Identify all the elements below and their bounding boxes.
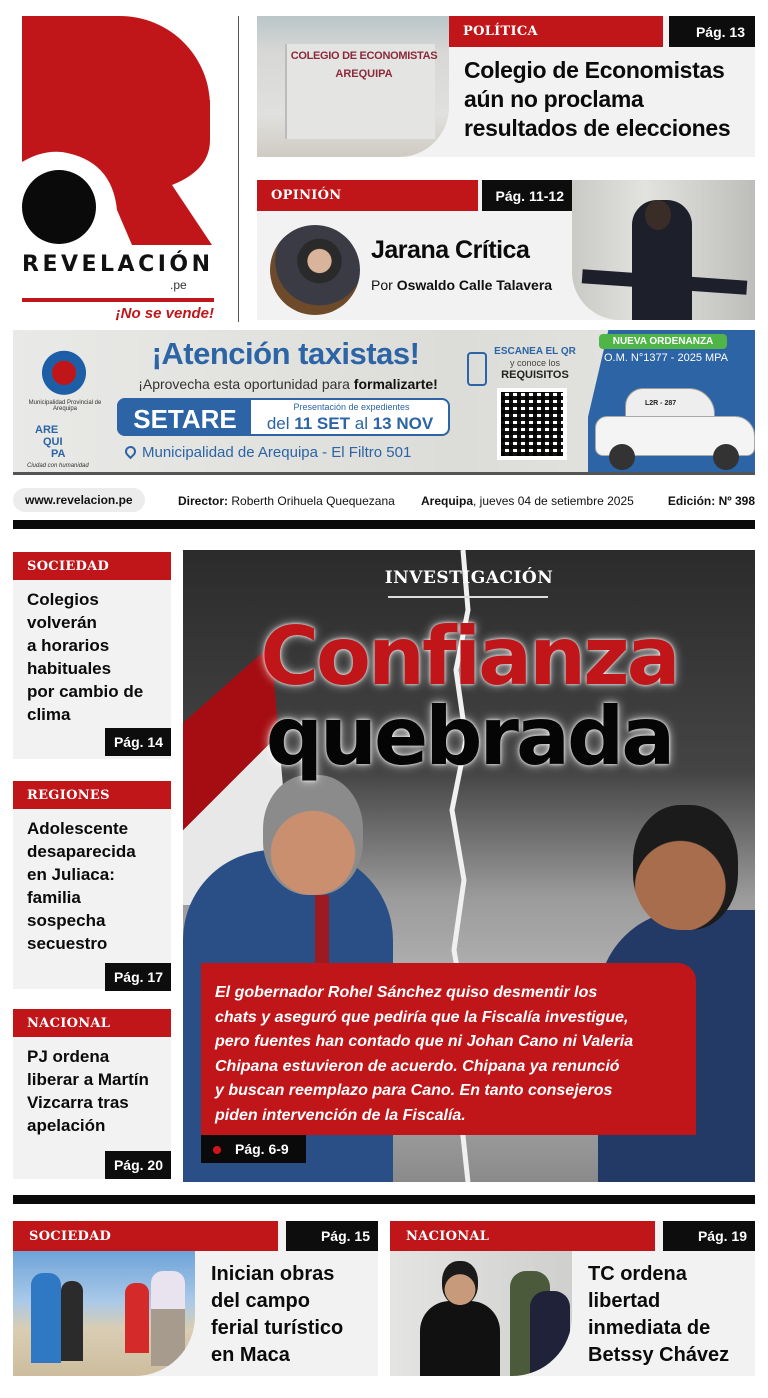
- city-slogan: Ciudad con humanidad: [27, 463, 89, 469]
- story-photo: [572, 180, 755, 320]
- setare-pill: [117, 398, 450, 436]
- headline-line: Vizcarra tras: [27, 1093, 129, 1112]
- bullet-dot-icon: [213, 1146, 221, 1154]
- headline-line: habituales: [27, 659, 112, 678]
- headline-line: aún no proclama: [464, 86, 644, 112]
- headline-line: clima: [27, 705, 71, 724]
- edition-number: [668, 494, 755, 508]
- qr-pattern: [501, 392, 563, 456]
- photo-sign-text: COLEGIO DE ECONOMISTAS: [290, 50, 438, 62]
- story-headline: [13, 1037, 171, 1137]
- story-photo: [257, 16, 449, 157]
- bottom-story-nacional[interactable]: [390, 1221, 755, 1376]
- photo-person: [125, 1283, 149, 1353]
- page-ref: Pág. 11-12: [495, 188, 564, 204]
- photo-person: [61, 1281, 83, 1361]
- top-story-politica[interactable]: [257, 16, 755, 157]
- ad-banner-taxistas[interactable]: [13, 330, 755, 475]
- section-label: POLÍTICA: [463, 24, 538, 39]
- headline-line: Colegios: [27, 590, 99, 609]
- main-story[interactable]: [183, 550, 755, 1182]
- headline-line: del campo: [211, 1290, 310, 1312]
- location-pin-icon: [123, 444, 139, 460]
- headline-line: secuestro: [27, 934, 108, 953]
- headline-line: resultados de elecciones: [464, 115, 731, 141]
- ordinance-number: O.M. N°1377 - 2025 MPA: [603, 352, 729, 364]
- photo-person-head: [442, 1261, 478, 1305]
- city-logo-line: ARE: [35, 424, 59, 436]
- page-ref: Pág. 19: [663, 1221, 755, 1251]
- logo-tagline: ¡No se vende!: [115, 305, 214, 322]
- qr-code-icon[interactable]: [497, 388, 567, 460]
- headline-line: libertad: [588, 1290, 661, 1312]
- author-avatar: [270, 225, 360, 315]
- date-end: 13 NOV: [372, 414, 434, 433]
- main-story-section-rule: [388, 596, 548, 598]
- logo-wordmark: REVELACIÓN: [22, 252, 214, 277]
- section-label: SOCIEDAD: [29, 1229, 112, 1244]
- headline-line: Inician obras: [211, 1263, 335, 1285]
- summary-line: chats y aseguró que pediría que la Fiscalía investigue,: [215, 1008, 629, 1026]
- muni-coat-of-arms-icon: [39, 342, 89, 398]
- city-logo-line: PA: [51, 448, 66, 460]
- ad-sub-text: ¡Aprovecha esta oportunidad para: [138, 376, 354, 392]
- dateline: [421, 494, 634, 508]
- edition-value: Nº 398: [718, 494, 755, 508]
- main-headline-line-2: quebrada: [265, 690, 673, 783]
- photo-speaker-head: [645, 200, 671, 230]
- page-ref: Pág. 17: [105, 963, 171, 991]
- summary-line: y buscan reemplazo para Cano. En tanto consejeros: [215, 1082, 613, 1099]
- dates-prefix: del: [266, 414, 290, 433]
- photo-person: [530, 1291, 570, 1376]
- column-title: Jarana Crítica: [371, 236, 530, 264]
- page-ref: Pág. 20: [105, 1151, 171, 1179]
- taxi-car-icon: [595, 388, 755, 468]
- page-ref: Pág. 13: [695, 24, 745, 40]
- section-label-bar: [390, 1221, 655, 1251]
- edition-info-bar: [13, 486, 755, 516]
- column-byline: [371, 277, 552, 293]
- story-headline: [588, 1261, 758, 1369]
- photo-sign-text: AREQUIPA: [335, 68, 393, 80]
- byline-author: Oswaldo Calle Talavera: [396, 277, 553, 293]
- headline-line: a horarios: [27, 636, 110, 655]
- section-label-bar: [13, 1009, 171, 1037]
- muni-label: Municipalidad Provincial de Arequipa: [28, 400, 102, 412]
- city-logo-line: QUI: [43, 436, 63, 448]
- headline-line: Betssy Chávez: [588, 1344, 730, 1366]
- phone-scan-icon: [467, 352, 487, 386]
- headline-line: volverán: [27, 613, 97, 632]
- summary-line: piden intervención de la Fiscalía.: [215, 1106, 466, 1124]
- headline-line: Colegio de Economistas: [464, 57, 725, 83]
- side-story-nacional[interactable]: [13, 1009, 171, 1179]
- headline-line: por cambio de: [27, 682, 144, 701]
- side-story-sociedad[interactable]: [13, 552, 171, 759]
- section-label: OPINIÓN: [271, 188, 342, 203]
- website-link[interactable]: www.revelacion.pe: [13, 488, 145, 512]
- summary-line: El gobernador Rohel Sánchez quiso desmentir los: [215, 984, 598, 1001]
- bottom-story-sociedad[interactable]: [13, 1221, 378, 1376]
- story-headline: [211, 1261, 381, 1369]
- headline-line: familia: [27, 888, 81, 907]
- setare-label: SETARE: [133, 404, 237, 434]
- summary-line: Chipana estuvieron de acuerdo. Chipana ya renunció: [215, 1057, 620, 1075]
- dateline-city: Arequipa: [421, 494, 474, 508]
- page-ref: Pág. 14: [105, 728, 171, 756]
- byline-prefix: Por: [371, 277, 393, 293]
- qr-line-3: REQUISITOS: [501, 369, 569, 381]
- ad-headline: ¡Atención taxistas!: [151, 336, 420, 371]
- date-start: 11 SET: [294, 414, 350, 433]
- section-label-bar: [257, 180, 478, 211]
- section-divider: [13, 520, 755, 529]
- section-label: NACIONAL: [27, 1016, 111, 1031]
- section-label-bar: [13, 781, 171, 809]
- headline-line: PJ ordena: [27, 1047, 110, 1066]
- photo-person: [420, 1301, 500, 1376]
- location-text: Municipalidad de Arequipa - El Filtro 501: [142, 444, 412, 461]
- headline-line: TC ordena: [588, 1263, 687, 1285]
- edition-label: Edición:: [667, 494, 716, 508]
- car-plate: L2R - 287: [645, 400, 677, 407]
- headline-line: en Maca: [211, 1344, 290, 1366]
- director-name: Roberth Orihuela Quequezana: [231, 494, 395, 508]
- story-headline[interactable]: [464, 56, 754, 143]
- main-story-summary: [201, 963, 696, 1135]
- masthead-logo[interactable]: [0, 0, 236, 326]
- qr-line-1: ESCANEA EL QR: [494, 346, 576, 357]
- photo-person-left-head: [263, 775, 363, 895]
- director-label: Director:: [178, 494, 229, 508]
- headline-line: desaparecida: [27, 842, 136, 861]
- ad-subheadline: [118, 376, 458, 392]
- main-story-section: INVESTIGACIÓN: [384, 568, 554, 588]
- summary-line: pero fuentes han contado que ni Johan Cano ni Valeria: [215, 1033, 634, 1050]
- section-label: SOCIEDAD: [27, 559, 110, 574]
- page-ref-box: [669, 16, 755, 47]
- photo-person: [31, 1273, 61, 1363]
- ad-location: [125, 444, 411, 461]
- headline-line: en Juliaca:: [27, 865, 115, 884]
- city-logo: [35, 424, 65, 460]
- director-credit: [178, 494, 395, 508]
- headline-line: inmediata de: [588, 1317, 711, 1339]
- section-divider: [13, 1195, 755, 1204]
- qr-line-2: y conoce los: [509, 358, 561, 368]
- main-story-page-ref: Pág. 6-9: [201, 1135, 306, 1163]
- page-ref-box: [482, 180, 572, 211]
- section-label: REGIONES: [27, 788, 110, 803]
- dates-label: Presentación de expedientes: [293, 402, 410, 412]
- headline-line: liberar a Martín: [27, 1070, 149, 1089]
- headline-line: ferial turístico: [211, 1317, 344, 1339]
- story-headline: [13, 809, 171, 955]
- story-headline: [13, 580, 171, 726]
- car-wheel: [713, 444, 739, 470]
- section-label-bar: [13, 1221, 278, 1251]
- logo-black-dot-icon: [22, 170, 96, 244]
- dates-range: [255, 414, 445, 434]
- headline-line: sospecha: [27, 911, 106, 930]
- logo-domain-suffix: .pe: [170, 278, 187, 292]
- section-label-bar: [13, 552, 171, 580]
- dates-mid: al: [354, 414, 368, 433]
- car-wheel: [609, 444, 635, 470]
- section-label: NACIONAL: [406, 1229, 490, 1244]
- masthead-divider: [238, 16, 239, 322]
- story-photo: [13, 1251, 195, 1376]
- top-story-opinion[interactable]: [257, 180, 755, 320]
- main-headline-line-1: Confianza: [260, 610, 678, 703]
- story-photo: [390, 1251, 572, 1376]
- headline-line: apelación: [27, 1116, 106, 1135]
- photo-person-right-head: [633, 805, 738, 930]
- logo-red-rule: [22, 298, 214, 302]
- section-label-bar: [449, 16, 663, 47]
- ordinance-badge: NUEVA ORDENANZA: [599, 334, 727, 349]
- dateline-date: , jueves 04 de setiembre 2025: [473, 494, 634, 508]
- page-ref: Pág. 15: [286, 1221, 378, 1251]
- ad-sub-bold: formalizarte!: [353, 376, 438, 392]
- photo-person: [151, 1271, 185, 1366]
- headline-line: Adolescente: [27, 819, 129, 838]
- side-story-regiones[interactable]: [13, 781, 171, 989]
